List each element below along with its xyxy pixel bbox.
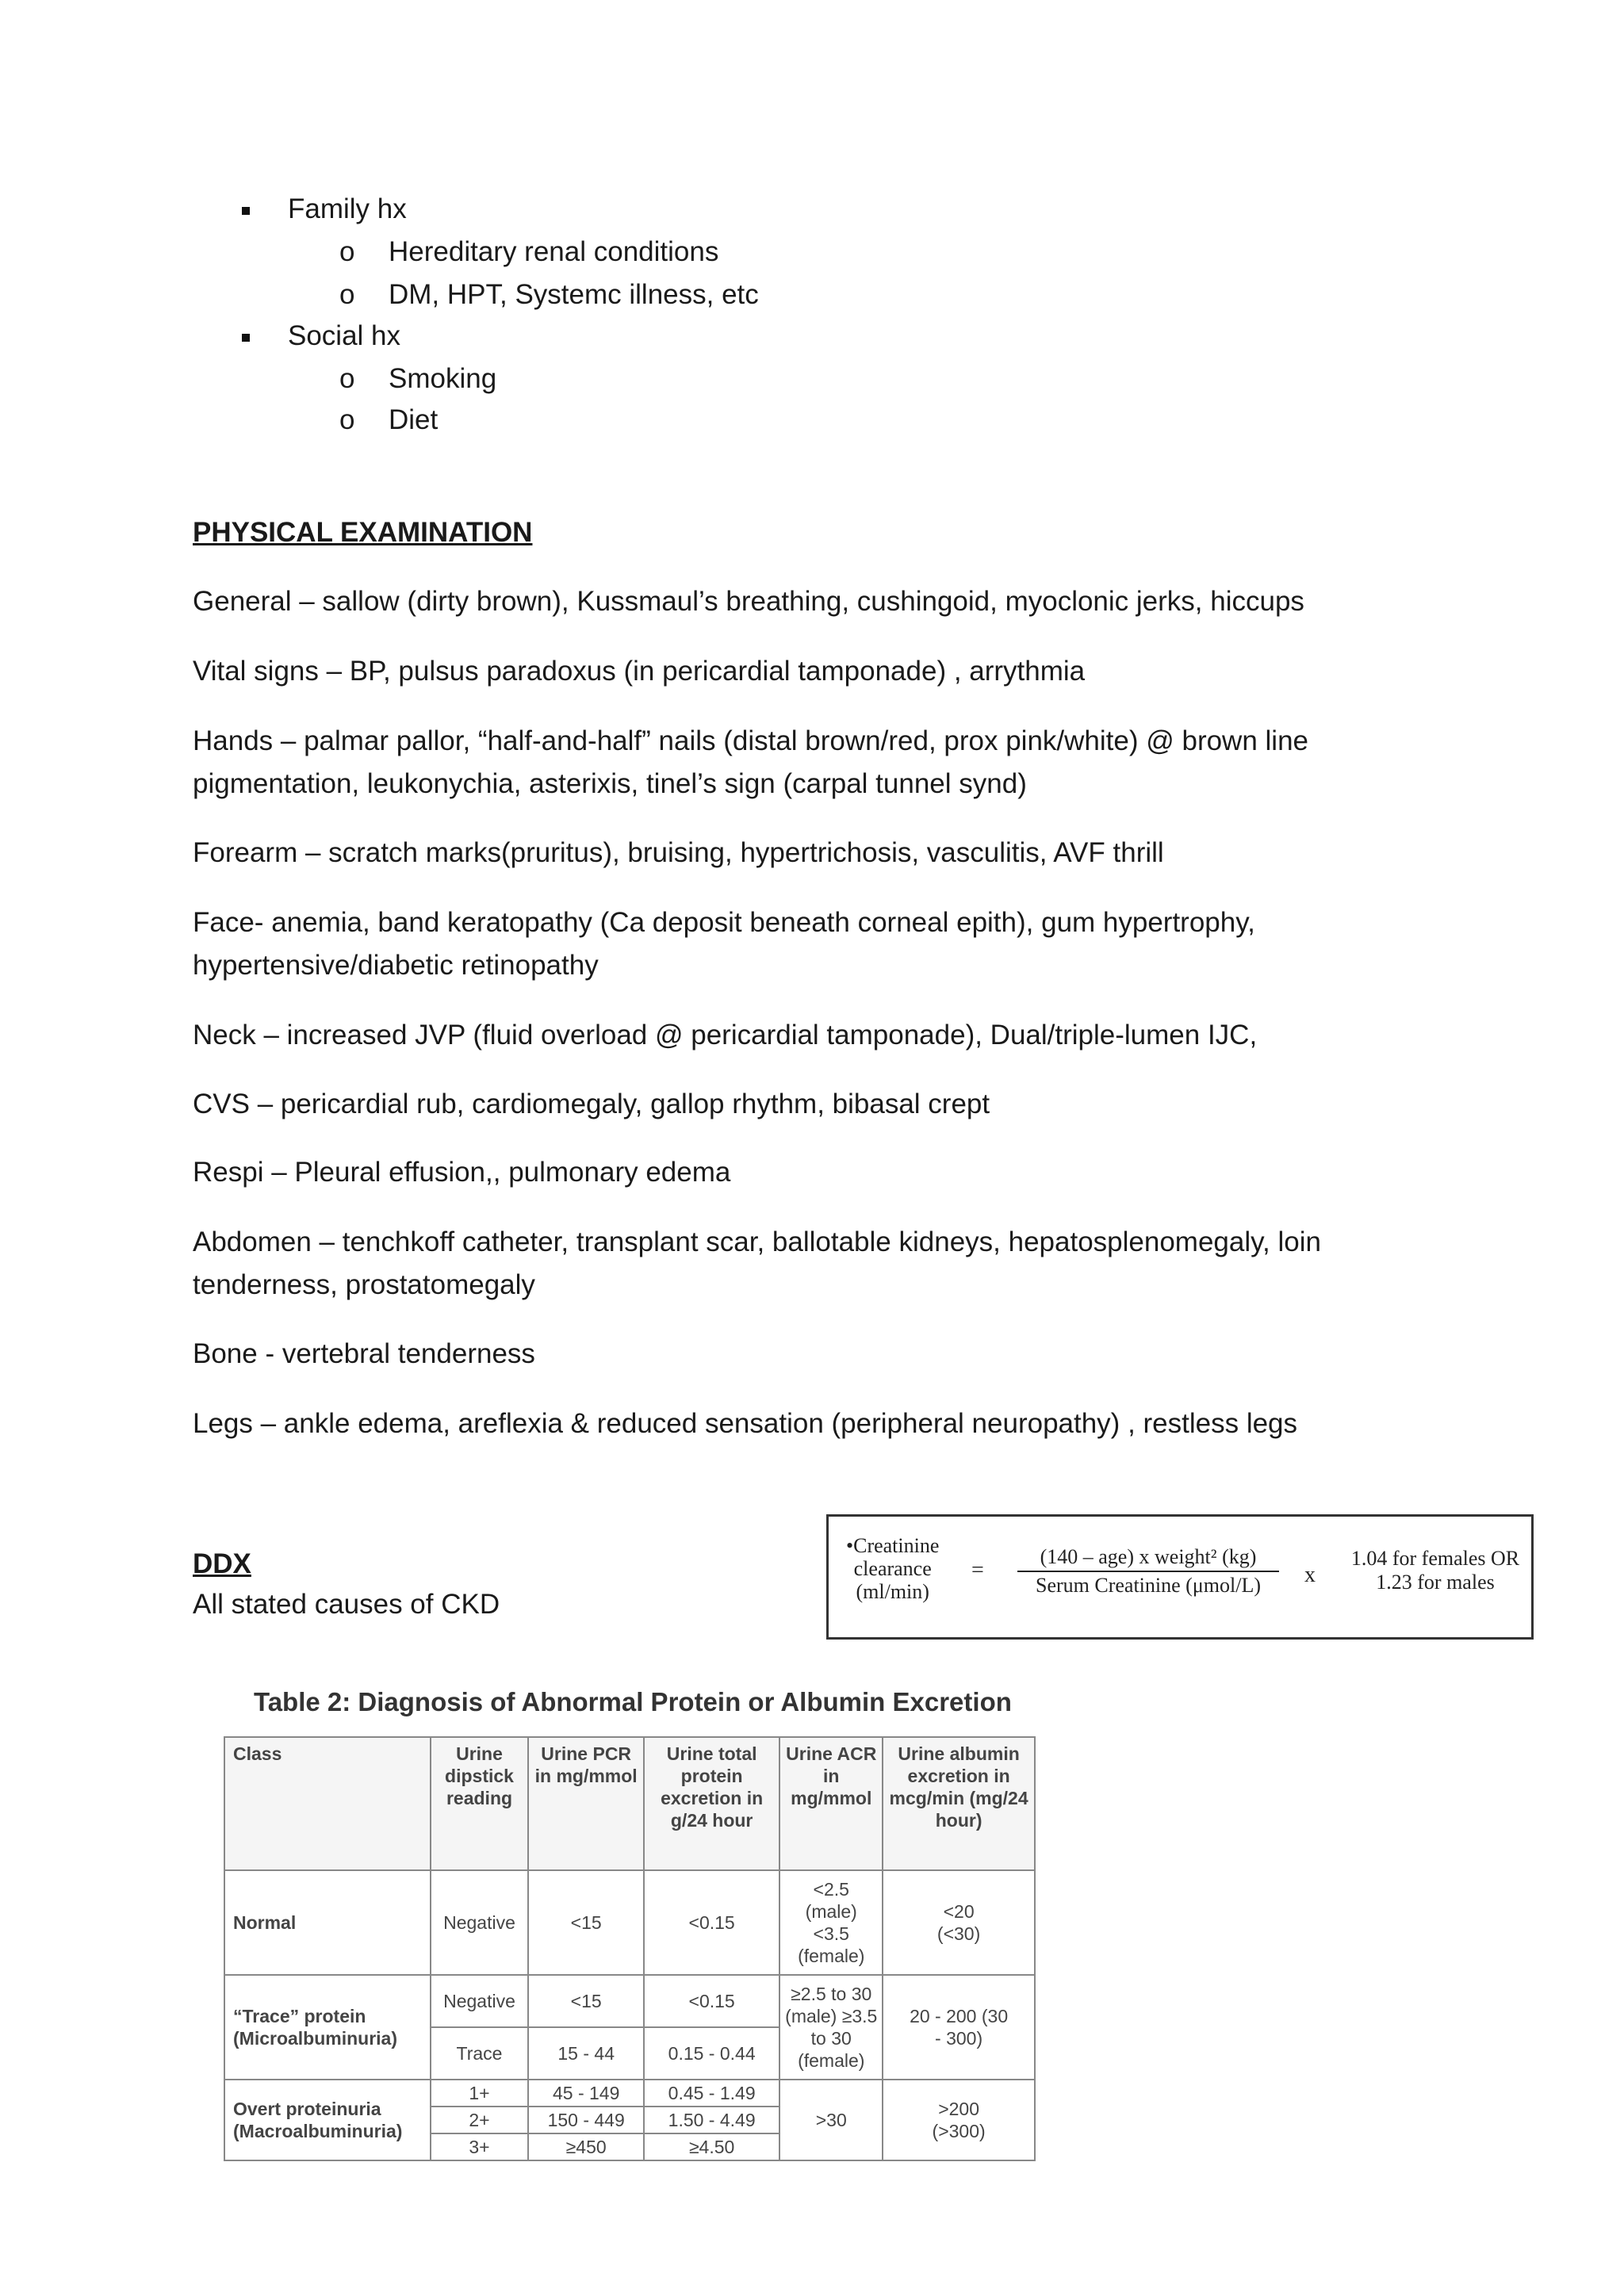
formula-factor: 1.04 for females OR 1.23 for males	[1350, 1547, 1520, 1594]
header-acr: Urine ACR in mg/mmol	[779, 1737, 883, 1870]
table-row	[224, 1975, 1035, 2027]
physical-exam-heading: PHYSICAL EXAMINATION	[193, 517, 533, 548]
cell-total-protein: <0.15	[644, 1870, 779, 1975]
formula-label: •Creatinine clearance (ml/min)	[846, 1534, 940, 1603]
cell-pcr: 150 - 449	[528, 2107, 644, 2133]
exam-paragraph-bone: Bone - vertebral tenderness	[193, 1338, 535, 1369]
cell-dipstick: 1+	[431, 2080, 529, 2107]
cell-total-protein: <0.15	[644, 1975, 779, 2027]
cell-pcr: <15	[528, 1870, 644, 1975]
header-dipstick: Urine dipstick reading	[431, 1737, 529, 1870]
formula-times: x	[1304, 1563, 1316, 1587]
exam-paragraph-respi: Respi – Pleural effusion,, pulmonary edema	[193, 1157, 731, 1188]
cell-albumin: >200 (>300)	[883, 2080, 1035, 2160]
history-subitem: o DM, HPT, Systemc illness, etc	[339, 279, 759, 310]
cell-dipstick: 2+	[431, 2107, 529, 2133]
cell-albumin: <20 (<30)	[883, 1870, 1035, 1975]
square-bullet-icon	[242, 334, 250, 342]
table-row	[224, 1870, 1035, 1975]
header-pcr: Urine PCR in mg/mmol	[528, 1737, 644, 1870]
square-bullet-icon	[242, 207, 250, 215]
formula-fraction	[1017, 1545, 1279, 1598]
cell-class: Overt proteinuria (Macroalbuminuria)	[224, 2080, 431, 2160]
cell-total-protein: 0.15 - 0.44	[644, 2027, 779, 2080]
ddx-text: All stated causes of CKD	[193, 1589, 500, 1620]
cell-acr: >30	[779, 2080, 883, 2160]
cell-albumin: 20 - 200 (30 - 300)	[883, 1975, 1035, 2080]
history-item: Family hx	[242, 193, 407, 225]
history-subitem: o Hereditary renal conditions	[339, 236, 719, 267]
cell-dipstick: Trace	[431, 2027, 529, 2080]
header-class: Class	[224, 1737, 431, 1870]
table-row	[224, 2080, 1035, 2107]
formula-numerator: (140 – age) x weight² (kg)	[1017, 1545, 1279, 1572]
table-header-row	[224, 1737, 1035, 1870]
cell-dipstick: 3+	[431, 2133, 529, 2160]
cell-total-protein: 1.50 - 4.49	[644, 2107, 779, 2133]
creatinine-clearance-formula	[826, 1514, 1534, 1640]
exam-paragraph-abdomen: Abdomen – tenchkoff catheter, transplant scar, ballotable kidneys, hepatosplenomegaly, loin tenderness, prostatomegaly	[193, 1226, 1321, 1300]
exam-paragraph-legs: Legs – ankle edema, areflexia & reduced sensation (peripheral neuropathy) , restless legs	[193, 1408, 1298, 1439]
cell-pcr: 15 - 44	[528, 2027, 644, 2080]
exam-paragraph-vitals: Vital signs – BP, pulsus paradoxus (in pericardial tamponade) , arrythmia	[193, 656, 1086, 687]
header-albumin: Urine albumin excretion in mcg/min (mg/24 hour)	[883, 1737, 1035, 1870]
exam-paragraph-hands: Hands – palmar pallor, “half-and-half” nails (distal brown/red, prox pink/white) @ brown line pigmentation, leukonychia, asterixis, tinel’s sign (carpal tunnel synd)	[193, 725, 1309, 799]
cell-pcr: 45 - 149	[528, 2080, 644, 2107]
cell-acr: <2.5 (male) <3.5 (female)	[779, 1870, 883, 1975]
history-subitem: o Diet	[339, 404, 439, 435]
cell-class: Normal	[224, 1870, 431, 1975]
cell-pcr: ≥450	[528, 2133, 644, 2160]
cell-class: “Trace” protein (Microalbuminuria)	[224, 1975, 431, 2080]
cell-acr: ≥2.5 to 30 (male) ≥3.5 to 30 (female)	[779, 1975, 883, 2080]
formula-denominator: Serum Creatinine (μmol/L)	[1036, 1574, 1261, 1597]
cell-total-protein: ≥4.50	[644, 2133, 779, 2160]
ddx-heading: DDX	[193, 1548, 251, 1579]
header-total-protein: Urine total protein excretion in g/24 hour	[644, 1737, 779, 1870]
exam-paragraph-cvs: CVS – pericardial rub, cardiomegaly, gallop rhythm, bibasal crept	[193, 1089, 990, 1119]
exam-paragraph-general: General – sallow (dirty brown), Kussmaul’s breathing, cushingoid, myoclonic jerks, hiccups	[193, 586, 1304, 617]
formula-equals: =	[971, 1558, 984, 1582]
cell-pcr: <15	[528, 1975, 644, 2027]
cell-dipstick: Negative	[431, 1870, 529, 1975]
exam-paragraph-neck: Neck – increased JVP (fluid overload @ pericardial tamponade), Dual/triple-lumen IJC,	[193, 1020, 1258, 1050]
table-title: Table 2: Diagnosis of Abnormal Protein or Albumin Excretion	[254, 1687, 1012, 1716]
cell-total-protein: 0.45 - 1.49	[644, 2080, 779, 2107]
cell-dipstick: Negative	[431, 1975, 529, 2027]
history-item: Social hx	[242, 320, 400, 352]
exam-paragraph-face: Face- anemia, band keratopathy (Ca deposit beneath corneal epith), gum hypertrophy, hypertensive/diabetic retinopathy	[193, 907, 1255, 981]
exam-paragraph-forearm: Forearm – scratch marks(pruritus), bruising, hypertrichosis, vasculitis, AVF thrill	[193, 837, 1164, 868]
history-subitem: o Smoking	[339, 363, 497, 394]
protein-excretion-table	[224, 1736, 1036, 2161]
